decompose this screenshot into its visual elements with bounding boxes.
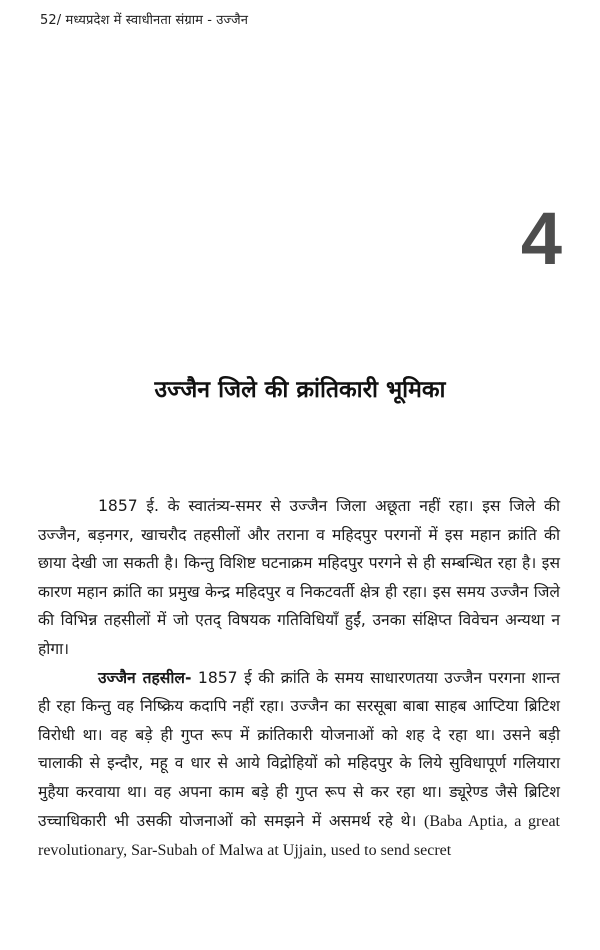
paragraph-2-english-quote: (Baba Aptia, a great revolutionary, Sar-Subah of Malwa at Ujjain, used to send secret bbox=[38, 812, 560, 860]
chapter-title: उज्जैन जिले की क्रांतिकारी भूमिका bbox=[154, 377, 446, 403]
paragraph-2-text: 1857 ई की क्रांति के समय साधारणतया उज्जैन परगना शान्त ही रहा किन्तु वह निष्क्रिय कदापि नहीं रहा। उज्जैन का सरसूबा बाबा साहब आप्टिया ब्रिटिश विरोधी था। वह बड़े ही गुप्त रूप में क्रांतिकारी योजनाओं को शह दे रहा था। उसने बड़ी चालाकी से इन्दौर, महू व धार से आये विद्रोहियों को महिदपुर के लिये सुविधापूर्ण गलियारा मुहैया करवाया था। वह अपना काम बड़े ही गुप्त रूप से कर रहा था। ड्यूरेण्ड जैसे ब्रिटिश उच्चाधिकारी भी उसकी योजनाओं को समझने में असमर्थ रहे थे। bbox=[38, 668, 560, 830]
body-text bbox=[38, 492, 560, 866]
paragraph-2 bbox=[38, 664, 560, 866]
running-head: 52/ मध्यप्रदेश में स्वाधीनता संग्राम - उज्जैन bbox=[40, 13, 249, 28]
section-head-ujjain-tehsil: उज्जैन तहसील- bbox=[98, 668, 192, 687]
chapter-number: 4 bbox=[520, 197, 562, 280]
paragraph-1: 1857 ई. के स्वातंत्र्य-समर से उज्जैन जिला अछूता नहीं रहा। इस जिले की उज्जैन, बड़नगर, खाचरौद तहसीलों और तराना व महिदपुर परगनों में इस महान क्रांति की छाया देखी जा सकती है। किन्तु विशिष्ट घटनाक्रम महिदपुर परगने से ही सम्बन्धित रहा है। इस कारण महान क्रांति का प्रमुख केन्द्र महिदपुर व निकटवर्ती क्षेत्र ही रहा। इस समय उज्जैन जिले की विभिन्न तहसीलों में जो एतद् विषयक गतिविधियाँ हुईं, उनका संक्षिप्त विवेचन अन्यथा न होगा। bbox=[38, 497, 560, 658]
